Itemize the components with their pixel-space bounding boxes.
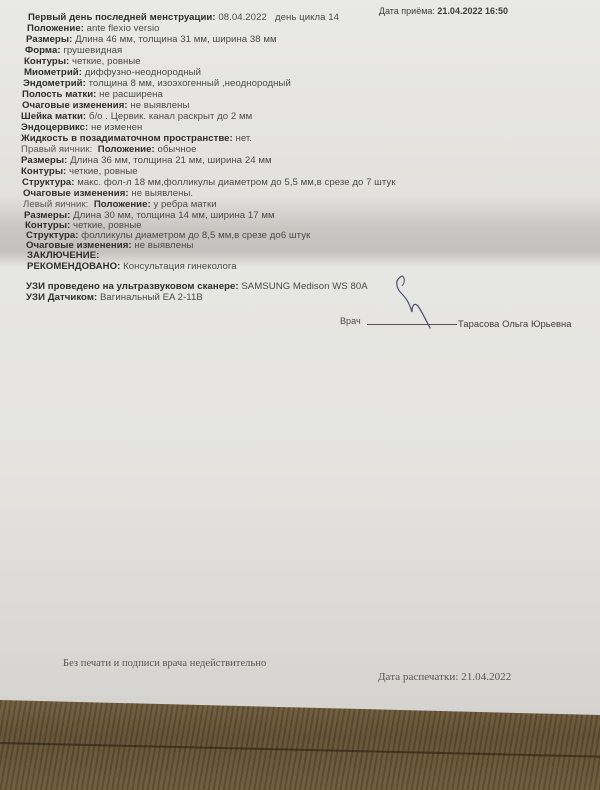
label: Положение: <box>97 144 155 155</box>
print-date-label: Дата распечатки: <box>378 671 459 683</box>
left-ovary-position <box>23 199 217 210</box>
validity-note-text: Без печати и подписи врача недействительно <box>63 658 267 669</box>
conclusion-label: ЗАКЛЮЧЕНИЕ: <box>27 250 100 261</box>
label: Положение: <box>27 23 84 34</box>
print-date-value: 21.04.2022 <box>461 671 512 683</box>
right-ovary-title: Правый яичник: <box>21 144 93 155</box>
endocervix <box>21 122 142 133</box>
label: Структура: <box>22 177 75 188</box>
lmp-line <box>28 12 339 23</box>
value: четкие, ровные <box>73 220 142 231</box>
value: не расширена <box>99 89 163 100</box>
label: Эндоцервикс: <box>21 122 89 133</box>
free-fluid <box>21 133 252 144</box>
value: диффузно-неоднородный <box>84 67 202 78</box>
uterine-cavity <box>22 89 163 100</box>
uterus-shape <box>25 45 122 56</box>
value: четкие, ровные <box>69 166 138 177</box>
value: не выявлены. <box>131 188 194 199</box>
value: Длина 46 мм, толщина 31 мм, ширина 38 мм <box>75 34 277 45</box>
left-ovary-title: Левый яичник: <box>23 199 89 210</box>
doctor-name-text: Тарасова Ольга Юрьевна <box>458 318 572 329</box>
conclusion <box>27 250 99 261</box>
value: Вагинальный EA 2-11B <box>99 292 203 303</box>
cycle-day: день цикла 14 <box>275 12 339 23</box>
myometrium <box>24 67 201 78</box>
label: Контуры: <box>24 56 70 67</box>
uterus-position <box>27 23 160 34</box>
validity-note <box>63 658 266 669</box>
label: Контуры: <box>21 166 67 177</box>
doctor-label-text: Врач <box>340 316 361 326</box>
value: не выявлены <box>130 100 190 111</box>
value: SAMSUNG Medison WS 80A <box>241 281 368 292</box>
label: Жидкость в позадиматочном пространстве: <box>21 133 233 144</box>
value: Длина 36 мм, толщина 21 мм, ширина 24 мм <box>70 155 272 166</box>
value: Длина 30 мм, толщина 14 мм, ширина 17 мм <box>73 210 275 221</box>
label: Очаговые изменения: <box>26 240 132 251</box>
recommendation <box>27 261 237 272</box>
doctor-name <box>458 318 571 329</box>
value: макс. фол-л 18 мм,фолликулы диаметром до 5,5 мм,в срезе до 7 штук <box>77 177 396 188</box>
right-ovary-size <box>21 155 272 166</box>
right-ovary-contours <box>21 166 138 177</box>
value: фолликулы диаметром до 8,5 мм,в срезе до6 штук <box>81 230 311 241</box>
cervix <box>21 111 252 122</box>
lmp-label: Первый день последней менструации: <box>28 12 216 23</box>
label: Шейка матки: <box>21 111 87 122</box>
label: Размеры: <box>26 34 73 45</box>
doctor-label <box>340 316 361 326</box>
right-ovary-position <box>21 144 197 155</box>
label: Очаговые изменения: <box>23 188 129 199</box>
label: Миометрий: <box>24 67 82 78</box>
label: Положение: <box>93 199 151 210</box>
value: грушевидная <box>63 45 123 56</box>
label: УЗИ проведено на ультразвуковом сканере: <box>26 281 239 292</box>
label: Размеры: <box>21 155 68 166</box>
right-ovary-structure <box>22 177 396 188</box>
print-date <box>378 671 511 683</box>
label: Эндометрий: <box>23 78 86 89</box>
visit-date-value: 21.04.2022 16:50 <box>437 6 508 16</box>
handwritten-signature-icon <box>390 272 450 332</box>
value: обычное <box>157 144 197 155</box>
uterus-focal-changes <box>22 100 189 111</box>
label: РЕКОМЕНДОВАНО: <box>27 261 121 272</box>
label: Размеры: <box>24 210 71 221</box>
lmp-value: 08.04.2022 <box>218 12 267 23</box>
label: Форма: <box>25 45 61 56</box>
visit-date <box>379 6 508 16</box>
probe-info <box>26 292 203 303</box>
uterus-size <box>26 34 277 45</box>
value: ante flexio versio <box>86 23 160 34</box>
value: не выявлены <box>134 240 194 251</box>
value: нет. <box>235 133 253 144</box>
right-ovary-focal-changes <box>23 188 193 199</box>
value: толщина 8 мм, изоэхогенный ,неоднородный <box>88 78 291 89</box>
value: Консультация гинеколога <box>123 261 237 272</box>
label: Очаговые изменения: <box>22 100 128 111</box>
visit-date-label: Дата приёма: <box>378 6 435 16</box>
label: УЗИ Датчиком: <box>26 292 98 303</box>
label: Структура: <box>26 230 79 241</box>
value: б/о . Цервик. канал раскрыт до 2 мм <box>88 111 253 122</box>
label: Контуры: <box>25 220 71 231</box>
label: Полость матки: <box>22 89 97 100</box>
value: четкие, ровные <box>72 56 141 67</box>
endometrium <box>23 78 291 89</box>
uterus-contours <box>24 56 141 67</box>
scanner-info <box>26 281 368 292</box>
value: у ребра матки <box>153 199 217 210</box>
value: не изменен <box>90 122 143 133</box>
